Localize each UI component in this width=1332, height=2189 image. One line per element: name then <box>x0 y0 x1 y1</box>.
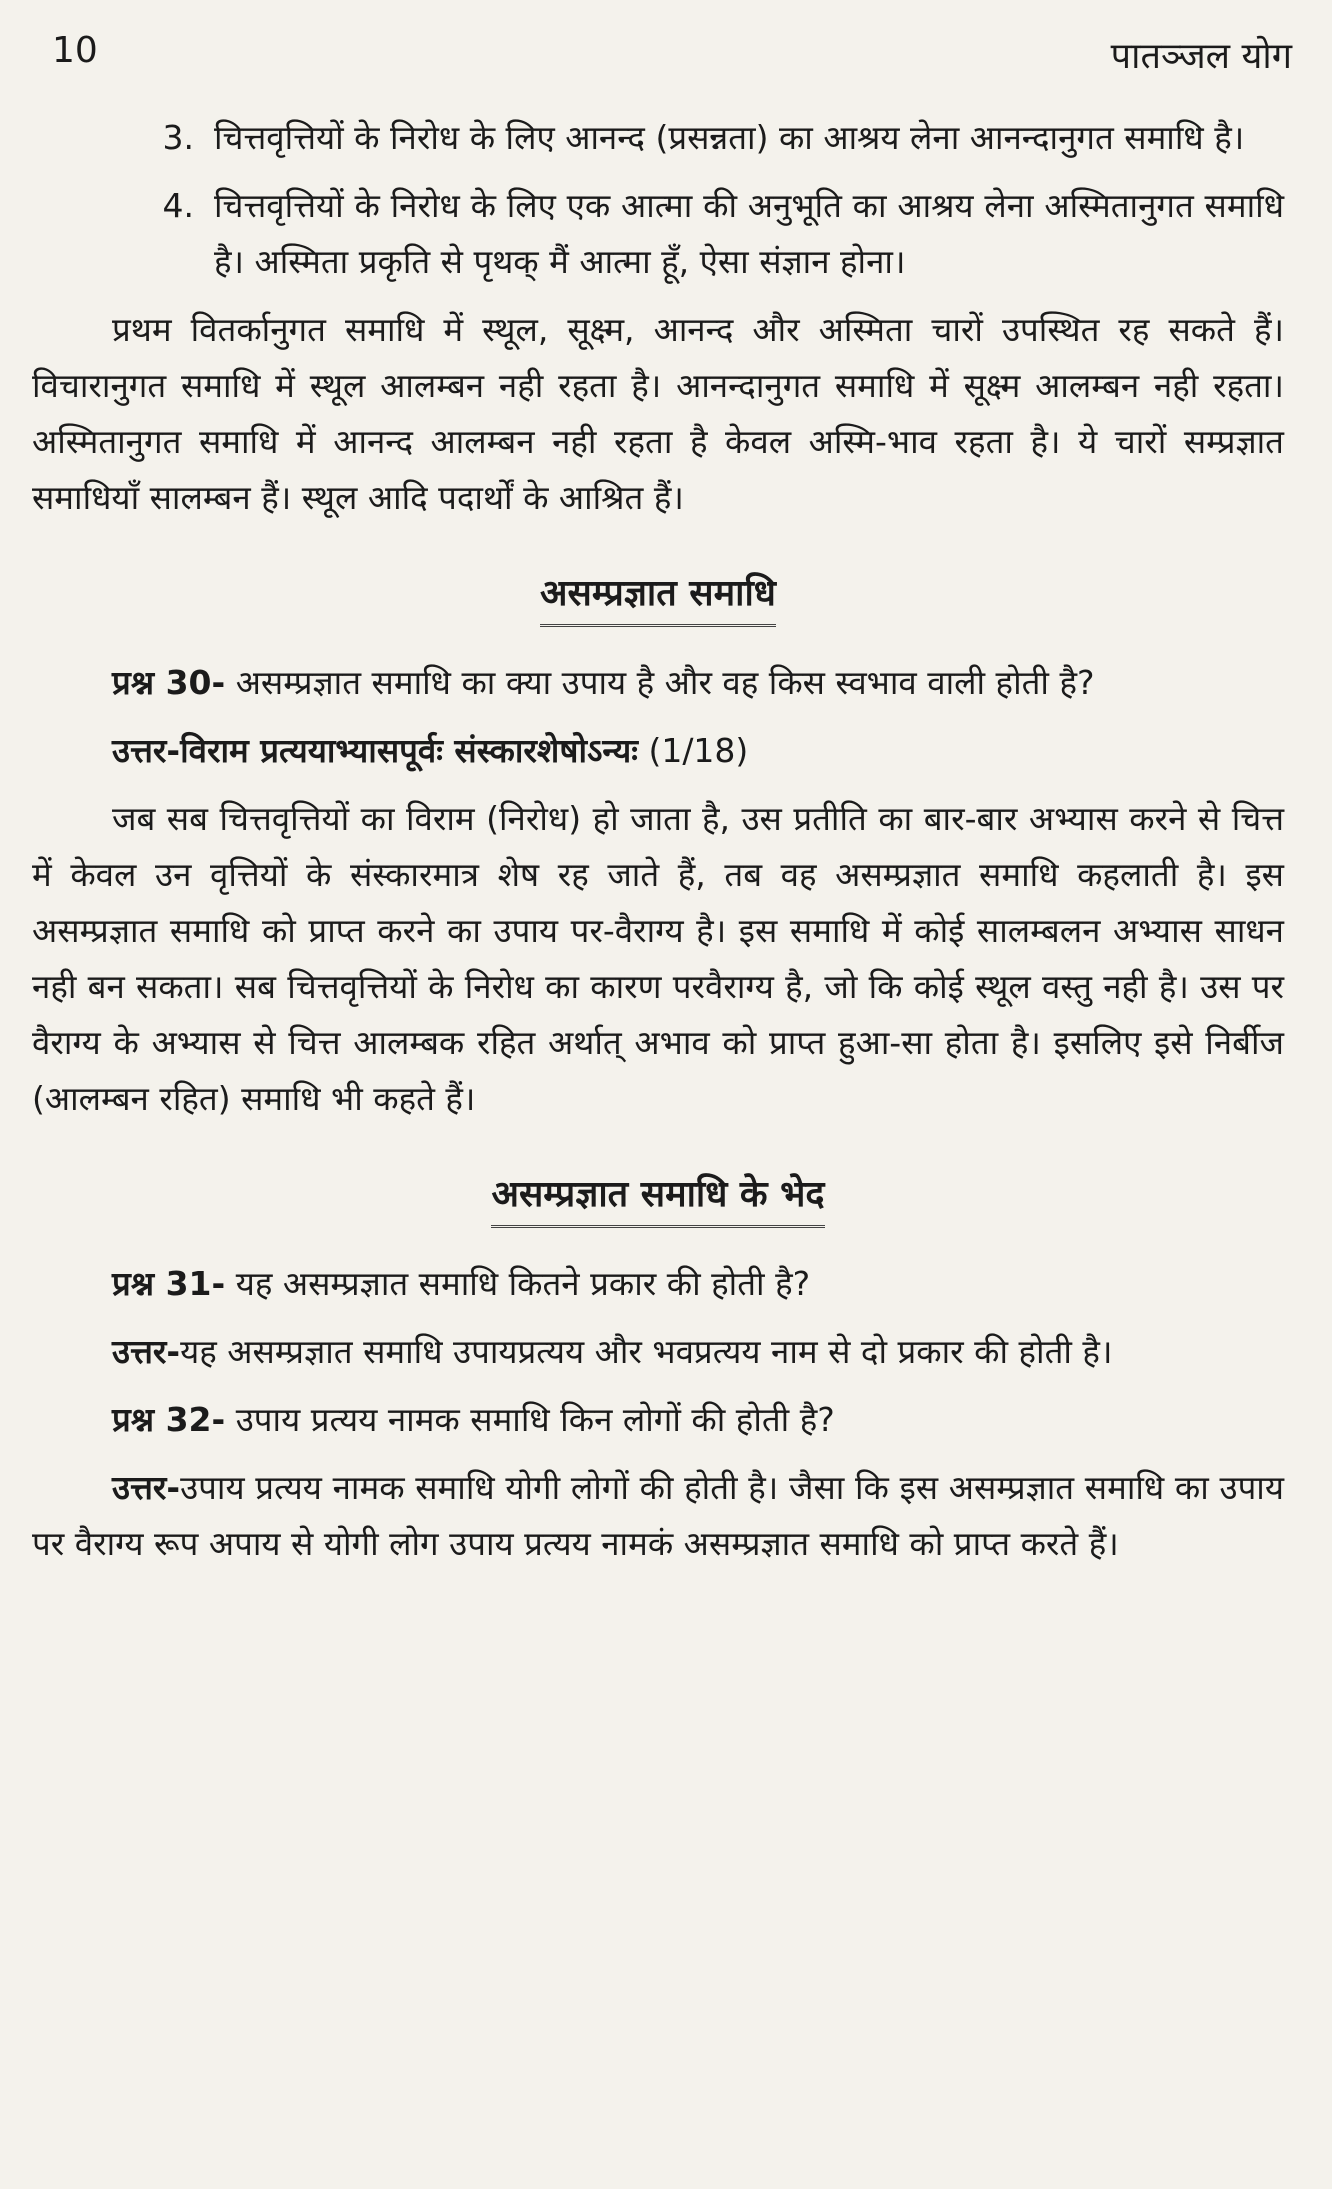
section-heading: असम्प्रज्ञात समाधि के भेद <box>491 1171 824 1228</box>
running-title: पातञ्जल योग <box>1110 36 1292 77</box>
answer-32 <box>32 1460 1284 1572</box>
section-heading-wrapper <box>32 1167 1284 1228</box>
question-31 <box>32 1256 1284 1312</box>
page-number: 10 <box>52 30 98 71</box>
list-item <box>32 178 1284 290</box>
paragraph: प्रथम वितर्कानुगत समाधि में स्थूल, सूक्ष्म, आनन्द और अस्मिता चारों उपस्थित रह सकते हैं। विचारानुगत समाधि में स्थूल आलम्बन नही रहता है। आनन्दानुगत समाधि में सूक्ष्म आलम्बन नही रहता। अस्मितानुगत समाधि में आनन्द आलम्बन नही रहता है केवल अस्मि-भाव रहता है। ये चारों सम्प्रज्ञात समाधियाँ सालम्बन हैं। स्थूल आदि पदार्थों के आश्रित हैं। <box>32 310 1284 517</box>
answer-label: उत्तर- <box>112 731 181 770</box>
sutra-reference: (1/18) <box>637 731 749 770</box>
sutra-text: विराम प्रत्ययाभ्यासपूर्वः संस्कारशेषोऽन्यः <box>180 731 638 770</box>
question-text: उपाय प्रत्यय नामक समाधि किन लोगों की होती है? <box>225 1400 835 1439</box>
question-label: प्रश्न 31- <box>112 1264 226 1303</box>
list-item <box>32 110 1284 166</box>
answer-text: उपाय प्रत्यय नामक समाधि योगी लोगों की होती है। जैसा कि इस असम्प्रज्ञात समाधि का उपाय पर वैराग्य रूप अपाय से योगी लोग उपाय प्रत्यय नामकं असम्प्रज्ञात समाधि को प्राप्त करते हैं। <box>32 1468 1284 1563</box>
question-text: असम्प्रज्ञात समाधि का क्या उपाय है और वह किस स्वभाव वाली होती है? <box>225 663 1095 702</box>
question-label: प्रश्न 30- <box>112 663 226 702</box>
answer-label: उत्तर- <box>112 1332 181 1371</box>
section-heading-wrapper <box>32 566 1284 627</box>
page-header <box>52 30 1292 90</box>
answer-text: यह असम्प्रज्ञात समाधि उपायप्रत्यय और भवप्रत्यय नाम से दो प्रकार की होती है। <box>180 1332 1113 1371</box>
question-32 <box>32 1392 1284 1448</box>
answer-label: उत्तर- <box>112 1468 181 1507</box>
list-item-text: चित्तवृत्तियों के निरोध के लिए आनन्द (प्रसन्नता) का आश्रय लेना आनन्दानुगत समाधि है। <box>214 118 1245 157</box>
list-item-text: चित्तवृत्तियों के निरोध के लिए एक आत्मा की अनुभूति का आश्रय लेना अस्मितानुगत समाधि है। अस्मिता प्रकृति से पृथक् मैं आत्मा हूँ, ऐसा संज्ञान होना। <box>214 186 1284 281</box>
page-body <box>32 110 1284 1584</box>
section-heading: असम्प्रज्ञात समाधि <box>540 570 776 627</box>
answer-30 <box>32 723 1284 779</box>
answer-31 <box>32 1324 1284 1380</box>
paragraph: जब सब चित्तवृत्तियों का विराम (निरोध) हो जाता है, उस प्रतीति का बार-बार अभ्यास करने से चित्त में केवल उन वृत्तियों के संस्कारमात्र शेष रह जाते हैं, तब वह असम्प्रज्ञात समाधि कहलाती है। इस असम्प्रज्ञात समाधि को प्राप्त करने का उपाय पर-वैराग्य है। इस समाधि में कोई सालम्बलन अभ्यास साधन नही बन सकता। सब चित्तवृत्तियों के निरोध का कारण परवैराग्य है, जो कि कोई स्थूल वस्तु नही है। उस पर वैराग्य के अभ्यास से चित्त आलम्बक रहित अर्थात् अभाव को प्राप्त हुआ-सा होता है। इसलिए इसे निर्बीज (आलम्बन रहित) समाधि भी कहते हैं। <box>32 799 1284 1118</box>
question-text: यह असम्प्रज्ञात समाधि कितने प्रकार की होती है? <box>225 1264 811 1303</box>
question-label: प्रश्न 32- <box>112 1400 226 1439</box>
question-30 <box>32 655 1284 711</box>
list-item-number: 3. <box>162 118 194 157</box>
list-item-number: 4. <box>162 186 194 225</box>
